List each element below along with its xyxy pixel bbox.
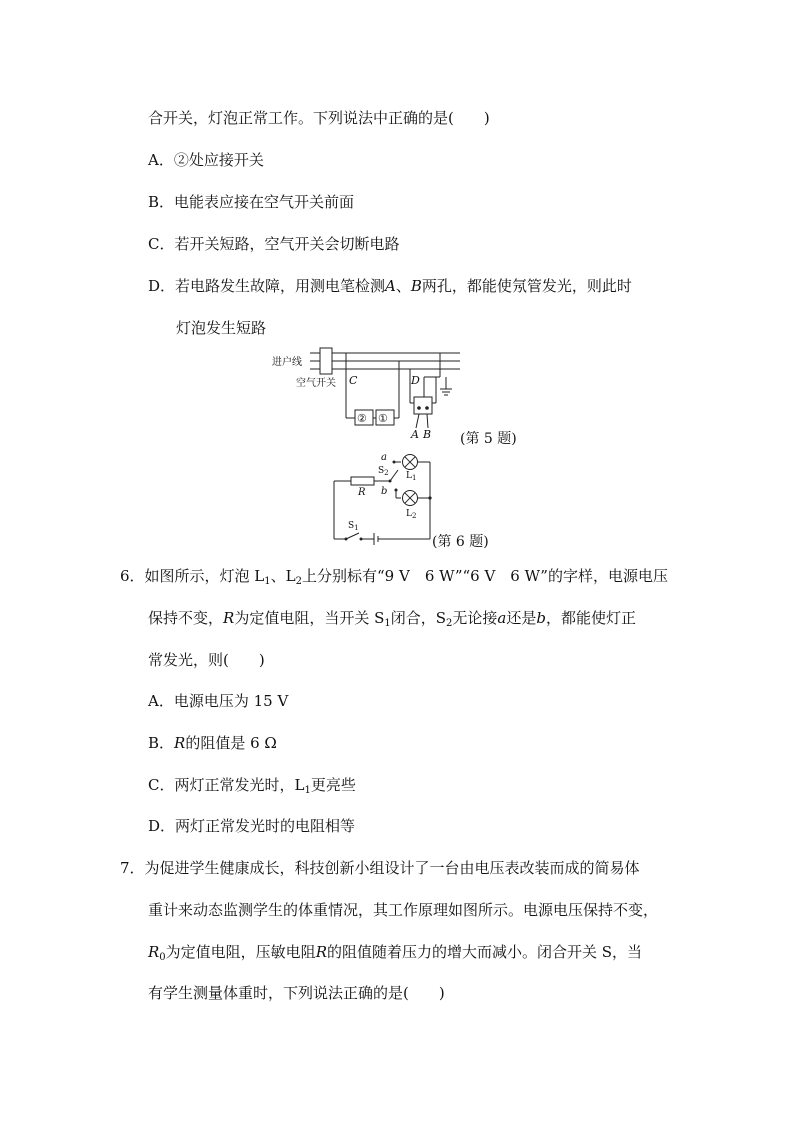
label-air-breaker: 空气开关 [296, 378, 336, 389]
socket-hole-b [425, 406, 429, 410]
label-a: a [381, 452, 387, 463]
label-c: C [349, 374, 358, 387]
q6-option-c: C．两灯正常发光时，$L_1$更亮些 [148, 776, 356, 796]
q6-line-3: 常发光，则( ) [148, 651, 265, 669]
box-1-label: ① [378, 412, 388, 425]
label-d: D [411, 374, 420, 387]
figure-5-caption: (第 5 题) [460, 431, 517, 447]
q7-line-3: $R_0$为定值电阻，压敏电阻R的阻值随着压力的增大而减小。闭合开关 S，当 [148, 943, 643, 963]
q7-line-4: 有学生测量体重时，下列说法正确的是( ) [148, 984, 445, 1002]
q5-option-b: B．电能表应接在空气开关前面 [148, 193, 355, 211]
label-l1: $L_1$ [406, 471, 417, 482]
s1-contact-right [360, 538, 363, 541]
s2-pivot [389, 480, 392, 483]
label-inlet: 进户线 [272, 357, 302, 368]
q5-option-d-cont: 灯泡发生短路 [176, 319, 267, 337]
box-2-label: ② [357, 412, 367, 425]
q6-option-d: D．两灯正常发光时的电阻相等 [148, 817, 356, 835]
s1-contact-left [345, 538, 348, 541]
q5-stem-tail: 合开关，灯泡正常工作。下列说法中正确的是( ) [148, 109, 490, 127]
s2-contact-b [395, 489, 398, 492]
q6-option-a: A．电源电压为 15 V [148, 692, 289, 710]
label-s2: $S_2$ [378, 466, 389, 477]
q6-line-2: 保持不变，R为定值电阻，当开关 $S_1$闭合，$S_2$无论接a还是b，都能使灯正 [148, 609, 636, 629]
q5-option-c: C．若开关短路，空气开关会切断电路 [148, 235, 400, 253]
q7-line-2: 重计来动态监测学生的体重情况，其工作原理如图所示。电源电压保持不变， [148, 901, 659, 919]
q5-option-d: D．若电路发生故障，用测电笔检测A、B两孔，都能使氖管发光，则此时 [148, 277, 632, 295]
s2-contact-a [393, 461, 396, 464]
label-a: A [411, 428, 419, 441]
figure-6-caption: (第 6 题) [432, 534, 489, 550]
label-r: R [358, 487, 366, 498]
q7-line-1: 7．为促进学生健康成长，科技创新小组设计了一台由电压表改装而成的简易体 [120, 859, 640, 877]
label-b: b [381, 486, 388, 497]
q6-option-b: B．R的阻值是 6 Ω [148, 734, 277, 752]
socket-hole-a [417, 406, 421, 410]
label-s1: $S_1$ [348, 521, 359, 532]
label-l2: $L_2$ [406, 509, 417, 520]
q5-option-a: A．②处应接开关 [148, 151, 264, 169]
node-right-top [428, 496, 431, 499]
figure-6-circuit [326, 448, 436, 548]
label-b: B [423, 428, 432, 441]
q6-line-1: 6．如图所示，灯泡 $L_1$、$L_2$上分别标有“9 V 6 W”“6 V 6 W”的字样，电源电压 [120, 567, 668, 587]
